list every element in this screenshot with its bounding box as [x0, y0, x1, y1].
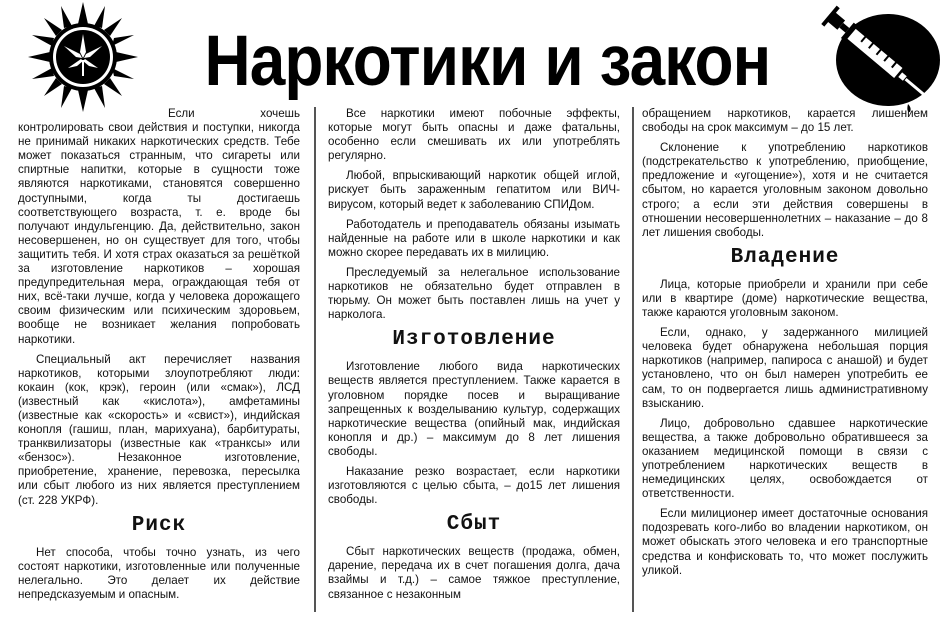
- page-title: Наркотики и закон: [204, 22, 771, 101]
- paragraph: Лицо, добровольно сдавшее наркотические вещества, а также добровольно обратившееся за оказанием медицинской помощи в связи с употреблением наркотических веществ в немедицинских целях, освобождается от ответственности.: [642, 416, 928, 501]
- paragraph: Работодатель и преподаватель обязаны изымать найденные на работе или в школе наркотики и как можно скорее передавать их в милицию.: [328, 217, 620, 259]
- paragraph: Любой, впрыскивающий наркотик общей иглой, рискует быть зараженным гепатитом или ВИЧ-вирусом, который ведет к заболеванию СПИДом.: [328, 169, 620, 211]
- section-heading-risk: Риск: [131, 513, 187, 537]
- sun-emblem-icon: [28, 2, 138, 112]
- paragraph: Изготовление любого вида наркотических веществ является преступлением. Также карается в уголовном порядке посев и выращивание запрещенных к возделыванию культур, содержащих наркотические вещества (опийный мак, индийская конопля и др.) – максимум до 8 лет лишения свободы.: [328, 360, 620, 458]
- paragraph: Если милиционер имеет достаточные основания подозревать кого-либо во владении наркотиком, он может обыскать этого человека и его транспортные средства и конфисковать то, что может послужить уликой.: [642, 507, 928, 577]
- column-2: [328, 107, 620, 608]
- paragraph: Если хочешь контролировать свои действия и поступки, никогда не принимай никаких наркотических средств. Тебе может показаться странным, что сигареты или спиртные напитки, которые в сущности тоже являются наркотиками, становятся совершенно доступными, когда ты достигаешь соответствующего возраста, т. е. вроде бы получают индульгенцию. Да, действительно, закон несовершенен, но он существует для того, чтобы защитить тебя. И хотя страх оказаться за решёткой за изготовление наркотиков – хорошая предупредительная мера, ограждающая тебя от них, всё-таки лучше, когда у человека дорожащего своим физическим или психическим здоровьем, вообще не возникает желания попробовать наркотики.: [18, 107, 300, 346]
- paragraph: Наказание резко возрастает, если наркотики изготовляются с целью сбыта, – до15 лет лишения свободы.: [328, 464, 620, 507]
- column-divider: [632, 107, 634, 612]
- section-heading-possession: Владение: [730, 245, 840, 269]
- paragraph: Нет способа, чтобы точно узнать, из чего состоят наркотики, изготовленные или полученные нелегально. Это делает их действие непредсказуемым и опасным.: [18, 545, 300, 601]
- section-heading-sale: Сбыт: [446, 513, 502, 537]
- paragraph: Сбыт наркотических веществ (продажа, обмен, дарение, передача их в счет погашения долга, дача взаймы и т.д.) – самое тяжкое преступление, связанное с незаконным: [328, 545, 620, 601]
- paragraph: Лица, которые приобрели и хранили при себе или в квартире (доме) наркотические вещества, также караются уголовным законом.: [642, 277, 928, 320]
- paragraph: Склонение к употреблению наркотиков (подстрекательство к употреблению, приобщение, предложение и «угощение»), хотя и не считается сбытом, но карается уголовным законом довольно строго; а если эти действия совершены в отношении несовершеннолетних – наказание – до 8 лет лишения свободы.: [642, 141, 928, 239]
- paragraph: Если, однако, у задержанного милицией человека будет обнаружена небольшая порция наркотиков (например, папироса с анашой) и будет установлено, что он был намерен употребить ее сам, то он подвергается лишь административному взысканию.: [642, 326, 928, 410]
- paragraph: Специальный акт перечисляет названия наркотиков, которыми злоупотребляют люди: кокаин (кок, крэк), героин (или «смак»), ЛСД (известный как «кислота»), амфетамины (известные как «скорость» и «свист»), индийская конопля (гашиш, план, марихуана), барбитураты, транквилизаторы (известные как «транксы» или «бензос»). Незаконное изготовление, приобретение, хранение, перевозка, пересылка или сбыт любого из них является преступлением (ст. 228 УКРФ).: [18, 352, 300, 507]
- syringe-icon: [812, 0, 944, 112]
- column-divider: [314, 107, 316, 612]
- column-3: [642, 107, 928, 584]
- column-1: [18, 107, 300, 608]
- section-heading-manufacture: Изготовление: [392, 328, 556, 352]
- paragraph: Все наркотики имеют побочные эффекты, которые могут быть опасны и даже фатальны, особенно если смешивать их или употреблять регулярно.: [328, 107, 620, 163]
- paragraph: Преследуемый за нелегальное использование наркотиков не обязательно будет отправлен в тюрьму. Он может быть поставлен лишь на учет у нарколога.: [328, 265, 620, 322]
- paragraph: обращением наркотиков, карается лишением свободы на срок максимум – до 15 лет.: [642, 107, 928, 135]
